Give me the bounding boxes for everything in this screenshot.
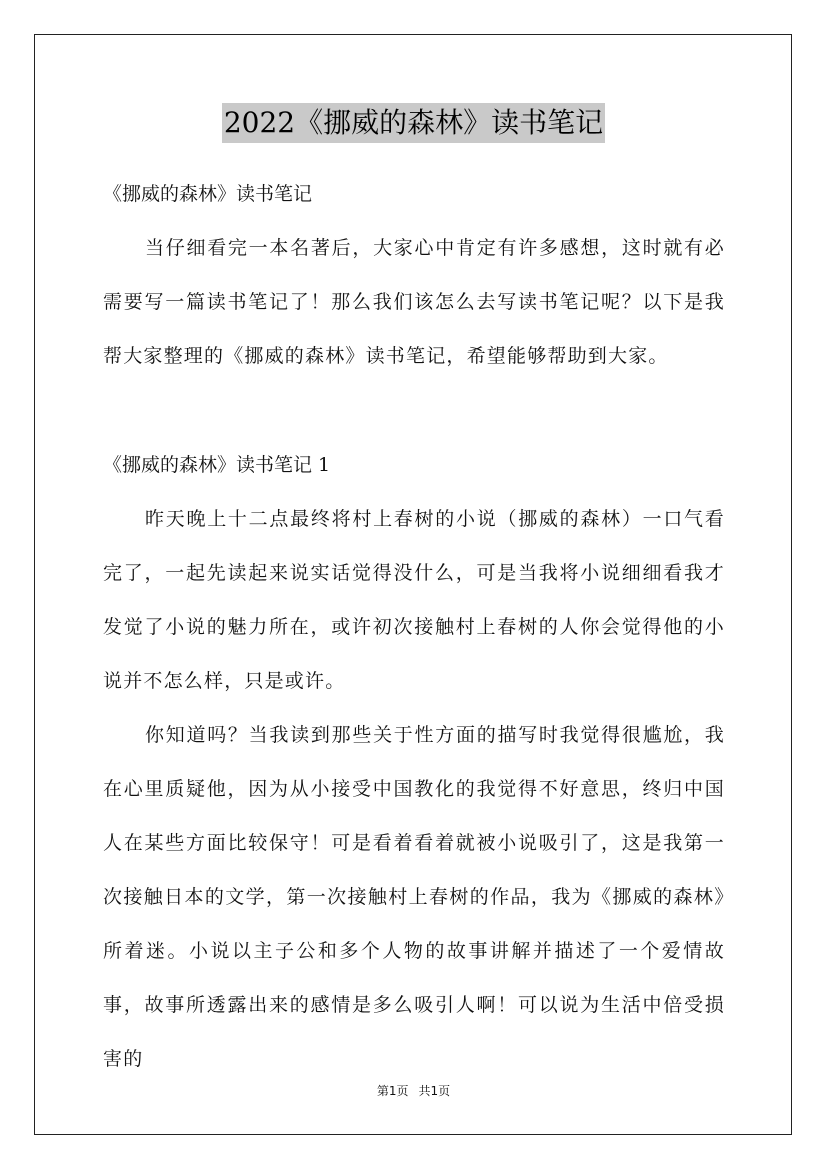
title-container — [0, 103, 827, 143]
intro-paragraph: 当仔细看完一本名著后，大家心中肯定有许多感想，这时就有必需要写一篇读书笔记了！那么我们该怎么去写读书笔记呢？以下是我帮大家整理的《挪威的森林》读书笔记，希望能够帮助到大家。 — [103, 237, 725, 367]
section-heading: 《挪威的森林》读书笔记 1 — [103, 454, 331, 476]
document-subtitle: 《挪威的森林》读书笔记 — [103, 183, 313, 205]
page-footer — [0, 1083, 827, 1099]
page-total: 共1页 — [418, 1084, 451, 1098]
body-paragraph-1: 昨天晚上十二点最终将村上春树的小说（挪威的森林）一口气看完了，一起先读起来说实话觉得没什么，可是当我将小说细细看我才发觉了小说的魅力所在，或许初次接触村上春树的人你会觉得他的小说并不怎么样，只是或许。 — [103, 508, 725, 692]
document-title: 2022《挪威的森林》读书笔记 — [222, 103, 605, 143]
page-number: 第1页 — [376, 1084, 409, 1098]
body-paragraph-2: 你知道吗？当我读到那些关于性方面的描写时我觉得很尴尬，我在心里质疑他，因为从小接受中国教化的我觉得不好意思，终归中国人在某些方面比较保守！可是看着看着就被小说吸引了，这是我第一次接触日本的文学，第一次接触村上春树的作品，我为《挪威的森林》所着迷。小说以主子公和多个人物的故事讲解并描述了一个爱情故事，故事所透露出来的感情是多么吸引人啊！可以说为生活中倍受损害的 — [103, 724, 725, 1070]
